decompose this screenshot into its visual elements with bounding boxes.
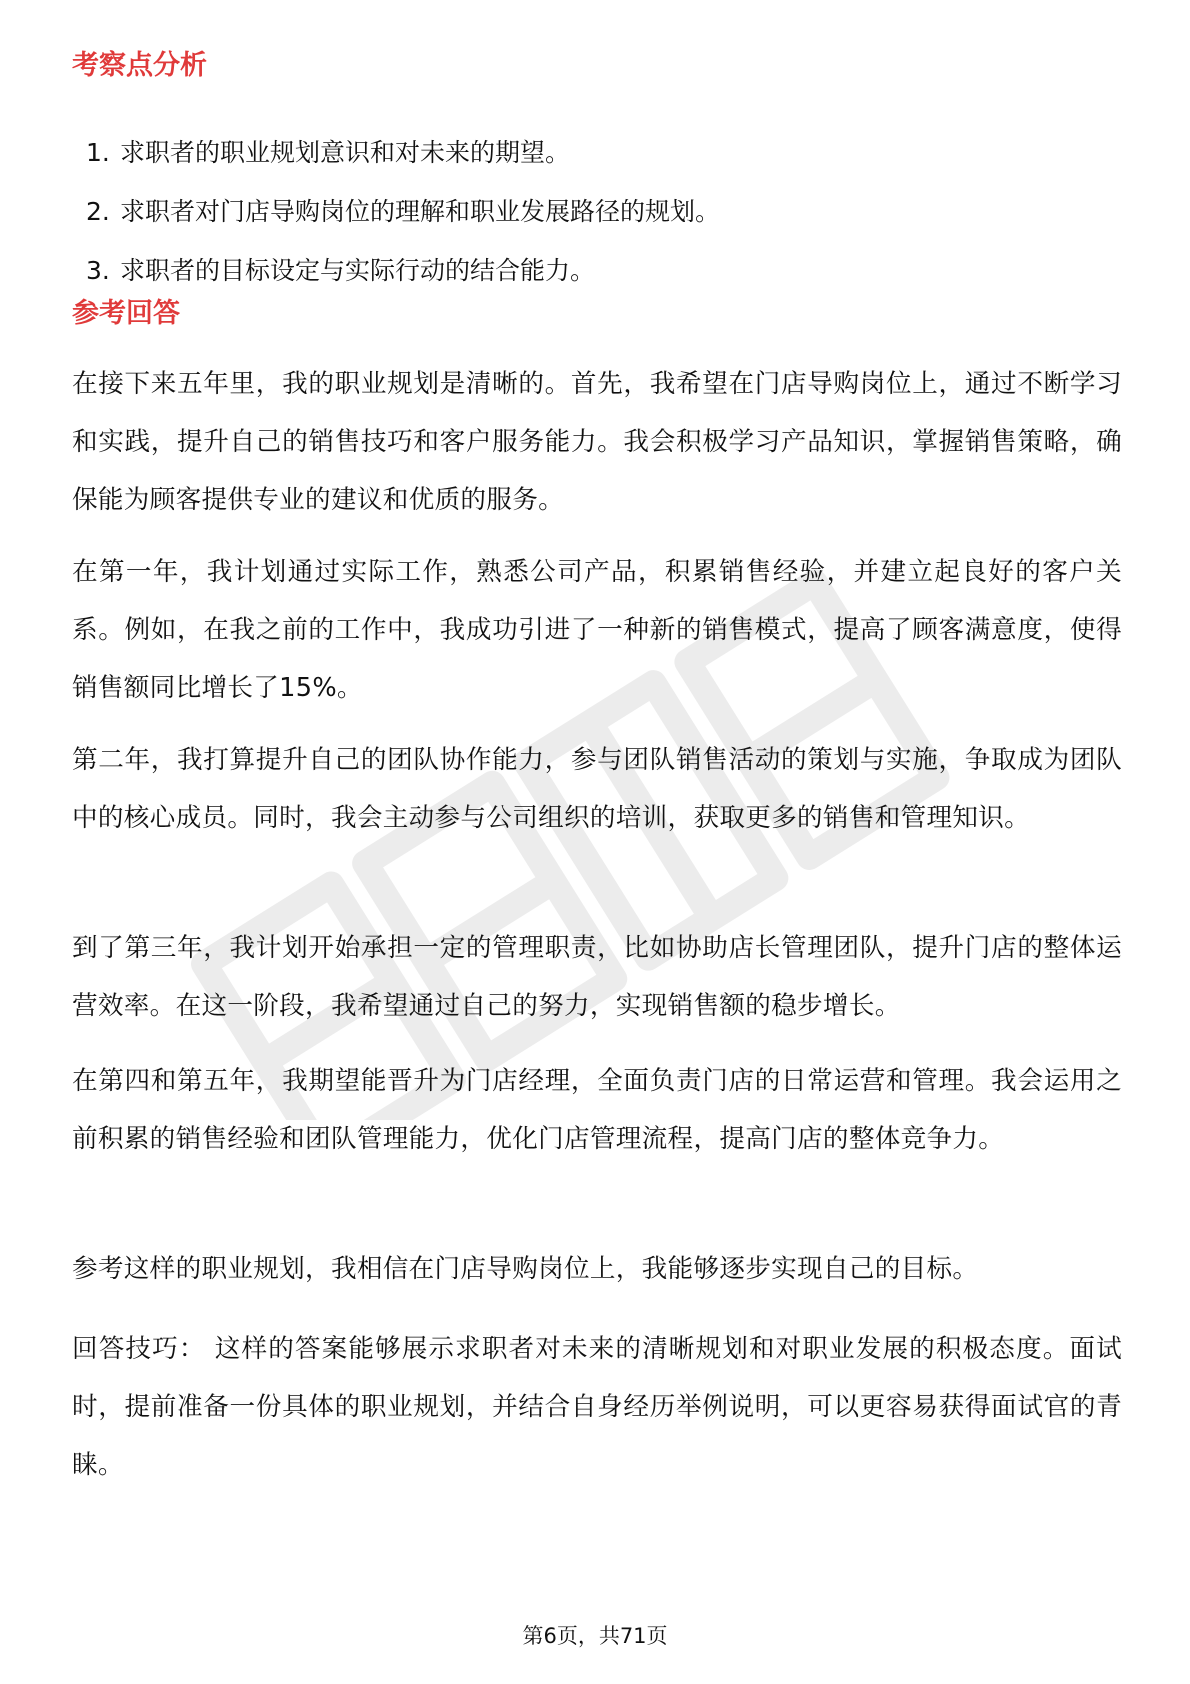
list-item-number: 3.	[86, 256, 110, 285]
answer-paragraph: 参考这样的职业规划，我相信在门店导购岗位上，我能够逐步实现自己的目标。	[72, 1254, 979, 1284]
answer-paragraph: 到了第三年，我计划开始承担一定的管理职责，比如协助店长管理团队，提升门店的整体运营效率。在这一阶段，我希望通过自己的努力，实现销售额的稳步增长。	[72, 933, 1122, 1021]
page-number-footer: 第6页，共71页	[522, 1624, 668, 1648]
answer-paragraph: 在接下来五年里，我的职业规划是清晰的。首先，我希望在门店导购岗位上，通过不断学习和实践，提升自己的销售技巧和客户服务能力。我会积极学习产品知识，掌握销售策略，确保能为顾客提供专业的建议和优质的服务。	[72, 369, 1122, 515]
list-item-number: 1.	[86, 138, 110, 167]
analysis-list	[72, 123, 1112, 300]
answer-paragraph: 在第四和第五年，我期望能晋升为门店经理，全面负责门店的日常运营和管理。我会运用之前积累的销售经验和团队管理能力，优化门店管理流程，提高门店的整体竞争力。	[72, 1066, 1122, 1154]
answer-tip-paragraph: 回答技巧： 这样的答案能够展示求职者对未来的清晰规划和对职业发展的积极态度。面试时，提前准备一份具体的职业规划，并结合自身经历举例说明，可以更容易获得面试官的青睐。	[72, 1334, 1122, 1480]
section-title-answer: 参考回答	[72, 298, 180, 329]
answer-paragraph: 第二年，我打算提升自己的团队协作能力，参与团队销售活动的策划与实施，争取成为团队中的核心成员。同时，我会主动参与公司组织的培训，获取更多的销售和管理知识。	[72, 745, 1122, 833]
list-item	[72, 123, 1112, 182]
list-item-text: 求职者对门店导购岗位的理解和职业发展路径的规划。	[120, 197, 721, 226]
list-item-text: 求职者的职业规划意识和对未来的期望。	[120, 138, 571, 167]
answer-paragraph: 在第一年，我计划通过实际工作，熟悉公司产品，积累销售经验，并建立起良好的客户关系。例如，在我之前的工作中，我成功引进了一种新的销售模式，提高了顾客满意度，使得销售额同比增长了15%。	[72, 557, 1122, 703]
section-title-analysis: 考察点分析	[72, 50, 207, 81]
list-item	[72, 182, 1112, 241]
list-item	[72, 241, 1112, 300]
list-item-number: 2.	[86, 197, 110, 226]
list-item-text: 求职者的目标设定与实际行动的结合能力。	[120, 256, 596, 285]
